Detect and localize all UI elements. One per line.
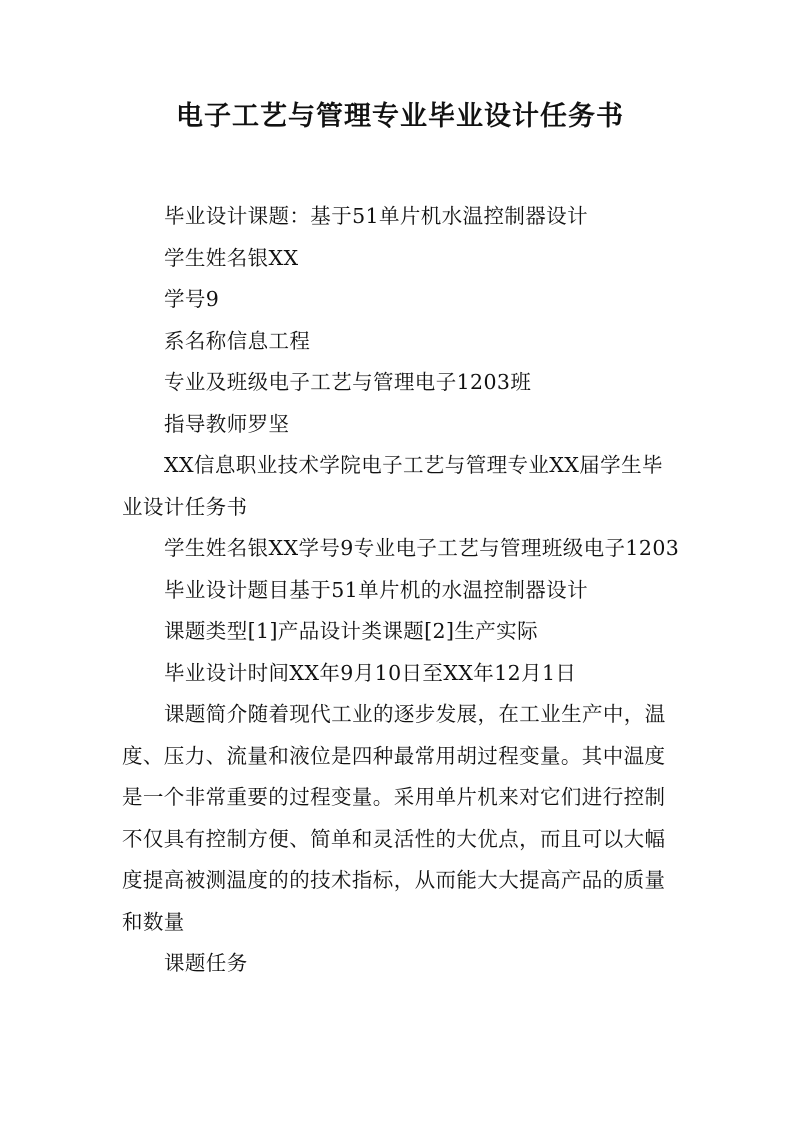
paragraph-department: 系名称信息工程 [164,328,311,353]
paragraph-topic-task: 课题任务 [164,951,248,975]
paragraph-student-name: 学生姓名银XX [164,245,299,270]
paragraph-student-number: 学号9 [164,287,220,311]
paragraph-topic-type: 课题类型[1]产品设计类课题[2]生产实际 [164,619,538,643]
paragraph-thesis-topic: 毕业设计课题：基于51单片机水温控制器设计 [164,204,588,228]
paragraph-design-period: 毕业设计时间XX年9月10日至XX年12月1日 [164,660,577,685]
paragraph-advisor: 指导教师罗坚 [164,411,290,436]
paragraph-student-info: 学生姓名银XX学号9专业电子工艺与管理班级电子1203 [164,536,680,560]
document-body [122,196,682,985]
paragraph-institute-heading: XX信息职业技术学院电子工艺与管理专业XX届学生毕业设计任务书 [122,453,663,519]
paragraph-topic-intro: 课题简介随着现代工业的逐步发展，在工业生产中，温度、压力、流量和液位是四种最常用胡过程变量。其中温度是一个非常重要的过程变量。采用单片机来对它们进行控制不仅具有控制方便、简单和灵活性的大优点，而且可以大幅度提高被测温度的的技术指标，从而能大大提高产品的质量和数量 [122,702,666,934]
paragraph-major-class: 专业及班级电子工艺与管理电子1203班 [164,370,532,394]
paragraph-design-title: 毕业设计题目基于51单片机的水温控制器设计 [164,577,588,602]
document-title: 电子工艺与管理专业毕业设计任务书 [176,101,624,132]
